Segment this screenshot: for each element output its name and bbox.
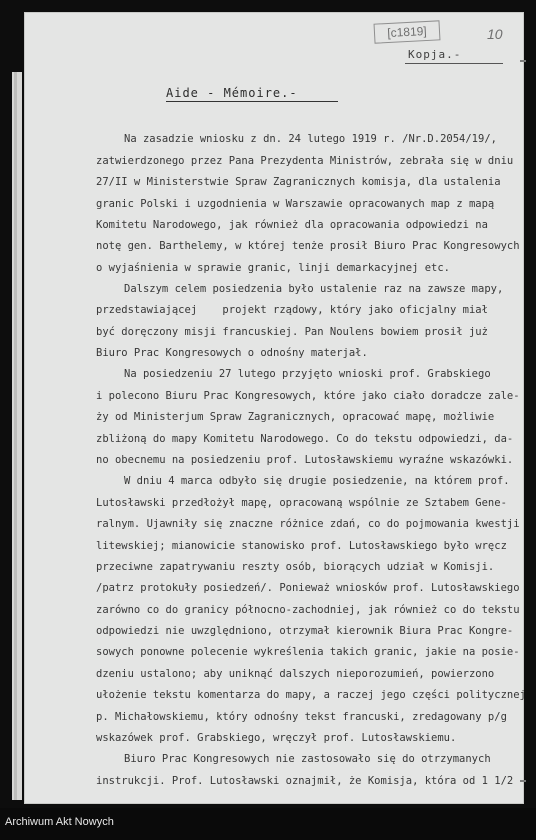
copy-label: Kopja.-: [408, 48, 462, 61]
body-line: 27/II w Ministerstwie Spraw Zagranicznych komisja, dla ustalenia: [96, 176, 501, 188]
body-line: i polecono Biuru Prac Kongresowych, które jako ciało doradcze zale-: [96, 390, 520, 402]
copy-underline: [405, 63, 503, 64]
body-line: no obecnemu na posiedzeniu prof. Lutosławskiemu wyraźne wskazówki.: [96, 454, 514, 466]
body-line: granic Polski i uzgodnienia w Warszawie opracowanych map z mapą: [96, 198, 495, 210]
body-line: ży od Ministerjum Spraw Zagranicznych, opracować mapę, możliwie: [96, 411, 495, 423]
body-line: Dalszym celem posiedzenia było ustalenie raz na zawsze mapy,: [124, 283, 504, 295]
body-line: odpowiedzi nie uwzględniono, otrzymał kierownik Biura Prac Kongre-: [96, 625, 514, 637]
body-line: ułożenie tekstu komentarza do mapy, a raczej jego części politycznej: [96, 689, 526, 701]
body-line: dzeniu ustalono; aby uniknąć dalszych nieporozumień, powierzono: [96, 668, 495, 680]
archive-footer-label: Archiwum Akt Nowych: [5, 816, 114, 828]
body-line: notę gen. Barthelemy, w której tenże prosił Biuro Prac Kongresowych: [96, 240, 520, 252]
title-underline: [166, 101, 338, 102]
body-line: Biuro Prac Kongresowych nie zastosowało się do otrzymanych: [124, 753, 491, 765]
body-line: wskazówek prof. Grabskiego, wręczył prof. Lutosławskiemu.: [96, 732, 457, 744]
page-number: 10: [487, 26, 503, 42]
body-line: litewskiej; mianowicie stanowisko prof. Lutosławskiego było wręcz: [96, 540, 507, 552]
body-line: o wyjaśnienia w sprawie granic, linji demarkacyjnej etc.: [96, 262, 451, 274]
body-line: p. Michałowskiemu, który odnośny tekst francuski, zredagowany p/g: [96, 711, 507, 723]
body-line: być doręczony misji francuskiej. Pan Noulens bowiem prosił już: [96, 326, 488, 338]
archive-signature-note: [c1819]: [374, 20, 441, 43]
binding-mark: [14, 72, 17, 800]
body-line: Komitetu Narodowego, jak również dla opracowania odpowiedzi na: [96, 219, 488, 231]
document-title: Aide - Mémoire.-: [166, 86, 298, 100]
body-line: W dniu 4 marca odbyło się drugie posiedzenie, na którem prof.: [124, 475, 510, 487]
body-line: zarówno co do granicy północno-zachodniej, jak również co do tekstu: [96, 604, 520, 616]
body-line: Lutosławski przedłożył mapę, opracowaną wspólnie ze Sztabem Gene-: [96, 497, 507, 509]
body-line: instrukcji. Prof. Lutosławski oznajmił, że Komisja, która od 1 1/2: [96, 775, 514, 787]
body-line: sowych ponowne polecenie wykreślenia takich granic, jakie na posie-: [96, 646, 520, 658]
body-line: przedstawiającej projekt rządowy, który jako oficjalny miał: [96, 304, 488, 316]
body-line: przeciwne zapatrywaniu reszty osób, biorących udział w Komisji.: [96, 561, 495, 573]
body-line: zatwierdzonego przez Pana Prezydenta Ministrów, zebrała się w dniu: [96, 155, 514, 167]
edge-tick: [520, 780, 526, 782]
body-line: ralnym. Ujawniły się znaczne różnice zdań, co do pojmowania kwestji: [96, 518, 520, 530]
body-line: zbliżoną do mapy Komitetu Narodowego. Co do tekstu odpowiedzi, da-: [96, 433, 514, 445]
body-line: Biuro Prac Kongresowych o odnośny materjał.: [96, 347, 368, 359]
document-page: [24, 12, 524, 804]
edge-tick: [520, 60, 526, 62]
body-line: Na posiedzeniu 27 lutego przyjęto wnioski prof. Grabskiego: [124, 368, 491, 380]
body-line: /patrz protokuły posiedzeń/. Ponieważ wniosków prof. Lutosławskiego: [96, 582, 520, 594]
body-line: Na zasadzie wniosku z dn. 24 lutego 1919 r. /Nr.D.2054/19/,: [124, 133, 497, 145]
